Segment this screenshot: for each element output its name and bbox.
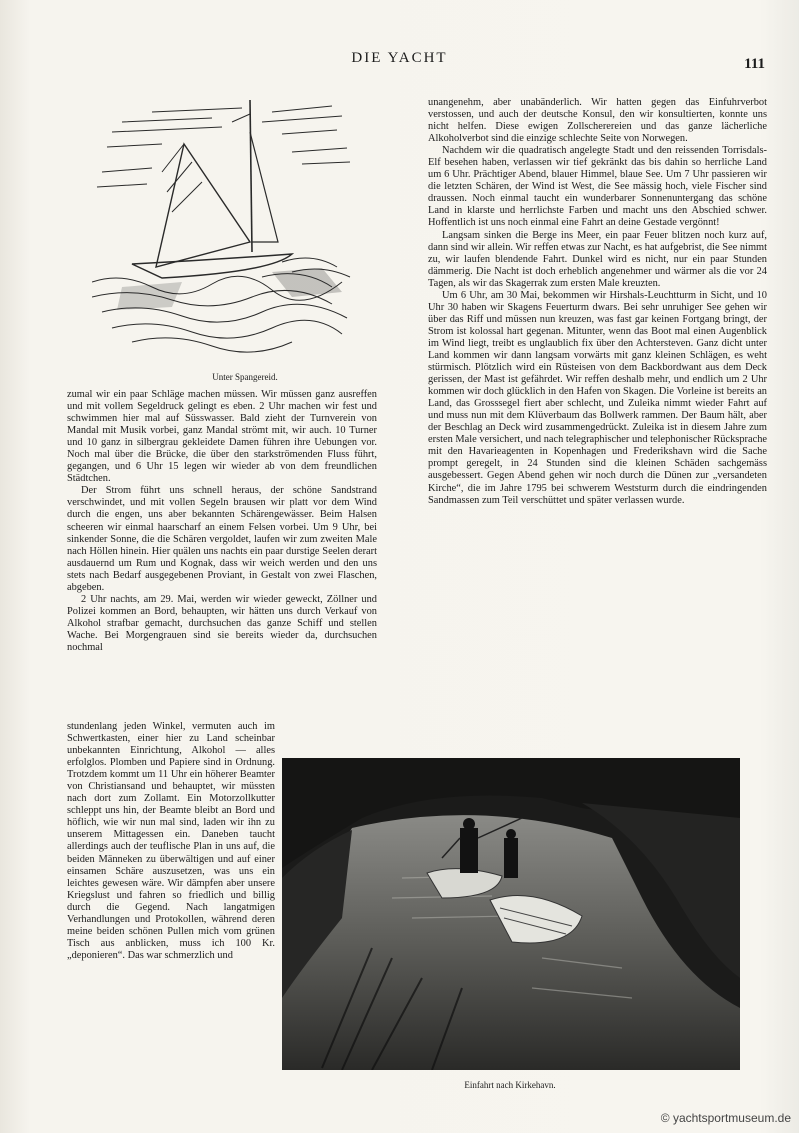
figure-caption-kirkehavn: Einfahrt nach Kirkehavn. [464,1080,556,1090]
harbor-rowboats-photo [282,758,740,1070]
page-header-title: DIE YACHT [351,50,448,66]
paragraph: unangenehm, aber unabänderlich. Wir hatten gegen das Einfuhrverbot verstossen, und auch der deutsche Konsul, den wir konsultierten, konnte uns nicht helfen. Diese ewigen Zollscherereien und das ganze lächerliche Alkoholverbot sind die einzige schlechte Seite von Norwegen. [428,97,767,145]
paragraph: 2 Uhr nachts, am 29. Mai, werden wir wieder geweckt, Zöllner und Polizei kommen an Bord, behaupten, wir hätten uns durch Verkauf von Alkohol strafbar gemacht, durchsuchen das ganze Schiff und stellen Wache. Bei Morgengrauen sind sie bereits wieder da, durchsuchen nochmal [67,593,377,653]
paragraph: Der Strom führt uns schnell heraus, der schöne Sandstrand verschwindet, und mit vollen Segeln brausen wir platt vor dem Wind durch die engen, uns aber bekannten Schärengewässer. Beim Halsen scheeren wir einmal haarscharf an einem Felsen vorbei. Um 9 Uhr, bei sinkender Sonne, die die Schären vergoldet, laufen wir zum zweiten Male nach Höllen hinein. Hier quälen uns nachts ein paar durstige Seelen derart ausdauernd um Rum und Kognak, dass wir weich werden und den uns stets nach Bedarf ausgegebenen Proviant, in Gestalt von zwei Flaschen, abgeben. [67,485,377,593]
paragraph: Um 6 Uhr, am 30 Mai, bekommen wir Hirshals-Leuchtturm in Sicht, und 10 Uhr 30 haben wir Skagens Feuerturm dwars. Bei sehr unruhiger See gehen wir über das Riff und müssen nun kreuzen, was fast gar keinen Fortgang bringt, der Strom ist kolossal hart gegenan. Mitunter, wenn das Boot mal einen Augenblick im Wind liegt, treibt es unglaublich fix über den Achtersteven. Ganz dicht unter Land kommen wir dann langsam vorwärts mit ganz kleinen Schlägen, es weht stürmisch. Plötzlich wird ein Rüsteisen von dem Backbordwant aus dem Deck gerissen, der Mast ist gefährdet. Wir reffen deshalb mehr, und endlich um 2 Uhr kommen wir doch glücklich in den Hafen von Skagen. Die Vorleine ist bereits an Land, das Grosssegel fiert aber schlecht, und Zuleika nimmt wieder Fahrt auf und muss nun mit dem Klüverbaum das Bollwerk rammen. Der Baum hält, aber der Beschlag an Deck wird zusammengedrückt. Zuleika ist in diesem Jahre zum ersten Male versichert, und nach telegraphischer und telephonischer Rücksprache mit den Havarieagenten in Kopenhagen und Frederikshavn wird die Sache prompt geregelt, in 24 Stunden sind die kleinen Schäden sachgemäss ausgebessert. Gegen Abend gehen wir noch durch die Dünen zur „versandeten Kirche“, die im Jahre 1795 bei schwerem Weststurm durch die eindringenden Sandmassen zum Teil verschüttet und später verlassen wurde. [428,289,768,506]
page-number: 111 [744,56,765,72]
figure-caption-spangereid: Unter Spangereid. [212,372,278,382]
paragraph: Langsam sinken die Berge ins Meer, ein paar Feuer blitzen noch kurz auf, dann sind wir allein. Wir reffen etwas zur Nacht, es hat aufgebrist, die See nimmt zu, wir laufen blendende Fahrt. Dunkel wird es nicht, nur ein paar Stunden dämmerig. Die Nacht ist doch erheblich angenehmer und wärmer als die vor 24 Tagen, als wir das Skagerrak zum ersten Male kreuzten. [428,229,767,289]
paragraph: Nachdem wir die quadratisch angelegte Stadt und den reissenden Torrisdals-Elf besehen haben, verlassen wir tief gekränkt das bis dahin so herrliche Land um 6 Uhr. Prächtiger Abend, blauer Himmel, blaue See. Um 7 Uhr passieren wir die letzten Schären, der Wind ist West, die See mässig hoch, viele Fischer sind draussen. Noch einmal taucht ein wunderbarer Sonnenuntergang das schöne Land in klarste und herrlichste Farben und macht uns den Abschied schwer. Hoffentlich ist uns noch einmal eine Fahrt an deine Gestade vergönnt! [428,145,767,229]
watermark: © yachtsportmuseum.de [660,1111,791,1125]
article-column-right [428,97,767,507]
article-column-left-bottom [67,721,275,962]
article-column-left-top [67,389,377,654]
paragraph: stundenlang jeden Winkel, vermuten auch im Schwertkasten, einer hier zu Land scheinbar unbekannten Einrichtung, Alkohol — alles erfolglos. Plomben und Papiere sind in Ordnung. Trotzdem kommt um 11 Uhr ein höherer Beamter von Christiansand und behauptet, wir müssten nach dort zum Zollamt. Ein Motorzollkutter schleppt uns hin, der Beamte bleibt an Bord und höflich, wie wir nun mal sind, laden wir ihn zu unserem Mittagessen ein. Daneben taucht allerdings auch der teuflische Plan in uns auf, die beiden Männeken zu überwältigen und auf einer einsamen Schäre auszusetzen, was uns ein leichtes gewesen wäre. Wir dämpfen aber unsere Kriegslust und fahren so friedlich und billig durch die Gegend. Nach langatmigen Verhandlungen und Protokollen, während deren meine beiden schönen Pullen mich vom grünen Tisch aus anblicken, muss ich 100 Kr. „deponieren“. Das war schmerzlich und [67,721,275,961]
sailboat-sketch-illustration [92,92,354,357]
paragraph: zumal wir ein paar Schläge machen müssen. Wir müssen ganz ausreffen und mit vollem Segeldruck gelingt es eben. 2 Uhr machen wir fest und schwimmen hier mal auf Süsswasser. Bald zieht der Turnverein von Mandal mit Musik vorbei, ganz Mandal strömt mit, wir auch. 10 Turner und 10 ganz in silbergrau gekleidete Damen führen ihre Uebungen vor. Noch mal über die Brücke, die über den starkströmenden Fluss führt, gegangen, und 6 Uhr 15 legen wir wieder ab von dem freundlichen Städtchen. [67,389,377,485]
